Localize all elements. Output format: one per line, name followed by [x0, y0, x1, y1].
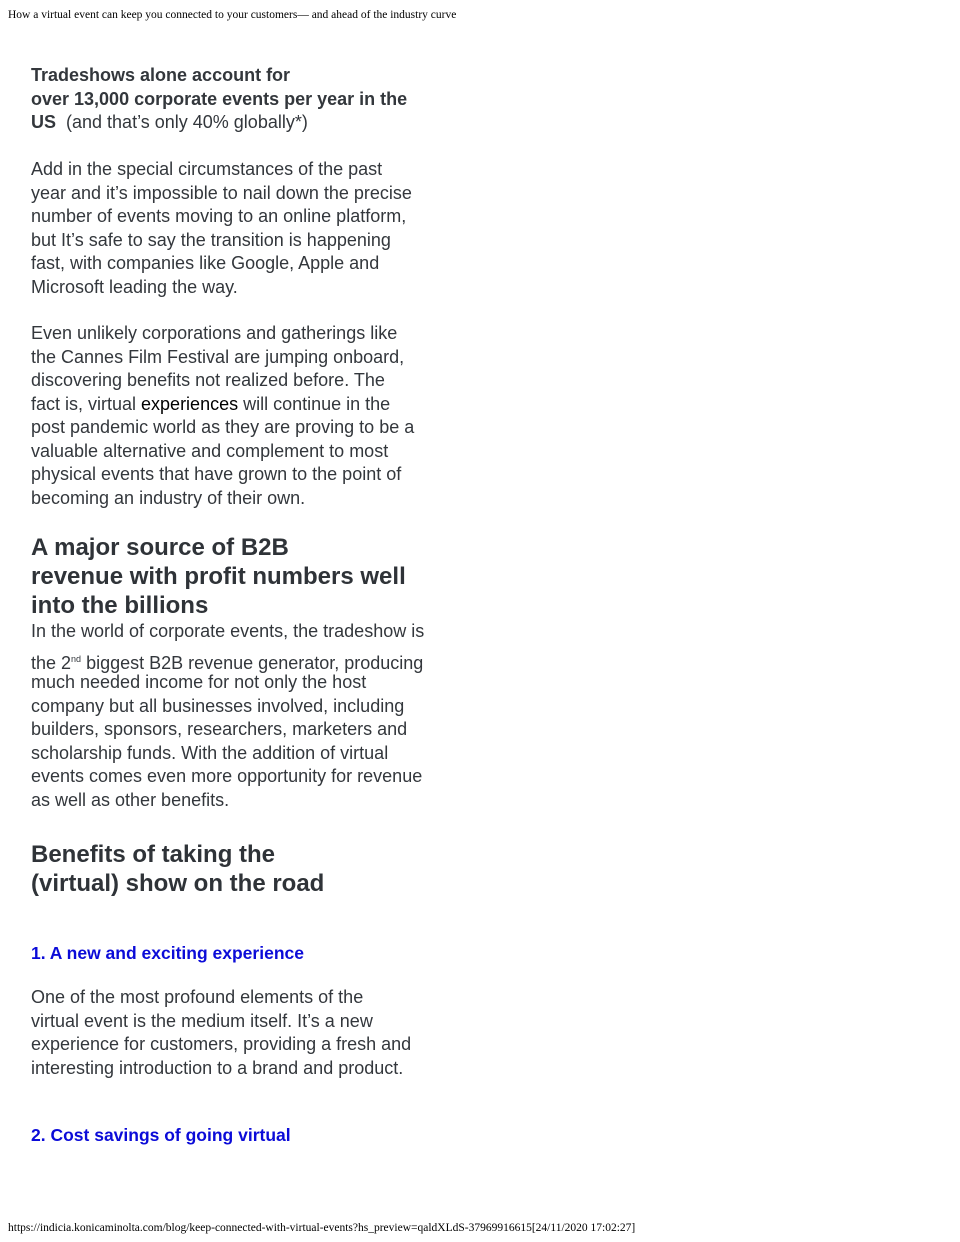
text-line: number of events moving to an online platform, [31, 206, 407, 226]
text-line: into the billions [31, 592, 209, 619]
text-line: (virtual) show on the road [31, 870, 325, 897]
lead-paragraph [31, 64, 407, 135]
lead-line: Tradeshows alone account for [31, 65, 291, 85]
paragraph-4 [31, 620, 424, 812]
text: biggest B2B revenue generator, producing [81, 652, 424, 673]
heading-benefits [31, 840, 324, 898]
text-line: Even unlikely corporations and gatherings like [31, 323, 398, 343]
heading-b2b-revenue [31, 533, 406, 620]
text-line: revenue with profit numbers well [31, 563, 406, 590]
text-line: interesting introduction to a brand and product. [31, 1057, 404, 1078]
text-line: One of the most profound elements of the [31, 987, 364, 1007]
benefit-1-link[interactable]: 1. A new and exciting experience [31, 943, 304, 963]
lead-line-bold: US [31, 112, 57, 132]
text-line: builders, sponsors, researchers, marketers and [31, 719, 408, 739]
text-line: events comes even more opportunity for revenue [31, 766, 423, 786]
text-line: the Cannes Film Festival are jumping onboard, [31, 346, 405, 367]
text: the 2 [31, 652, 72, 673]
text-line: experience for customers, providing a fresh and [31, 1034, 412, 1054]
paragraph-line: In the world of corporate events, the tradeshow is [31, 621, 425, 641]
text-line: year and it’s impossible to nail down the precise [31, 182, 412, 203]
lead-line: over 13,000 corporate events per year in the [31, 88, 408, 109]
text-line: company but all businesses involved, including [31, 695, 405, 716]
print-header: How a virtual event can keep you connected to your customers— and ahead of the industry curve [8, 9, 457, 21]
benefit-2-link[interactable]: 2. Cost savings of going virtual [31, 1125, 291, 1145]
text-line: post pandemic world as they are proving to be a [31, 417, 415, 437]
superscript: nd [71, 653, 82, 664]
paragraph-3 [31, 322, 414, 510]
text-line: much needed income for not only the host [31, 672, 367, 692]
text: will continue in the [238, 393, 391, 414]
text-line: valuable alternative and complement to most [31, 440, 389, 461]
text-experiences: experiences [141, 393, 239, 414]
lead-line-rest: (and that’s only 40% globally*) [56, 112, 308, 132]
text-line: Benefits of taking the [31, 841, 276, 868]
paragraph-2 [31, 158, 412, 299]
text-line: Add in the special circumstances of the past [31, 159, 383, 179]
text-line: discovering benefits not realized before. The [31, 370, 385, 390]
text-line: but It’s safe to say the transition is happening [31, 229, 391, 250]
paragraph-5 [31, 986, 411, 1080]
text: fact is, virtual [31, 393, 142, 414]
text-line: fast, with companies like Google, Apple and [31, 253, 380, 273]
text-line: scholarship funds. With the addition of virtual [31, 742, 389, 763]
text-line: as well as other benefits. [31, 789, 230, 810]
text-line: virtual event is the medium itself. It’s a new [31, 1010, 373, 1031]
text-line: Microsoft leading the way. [31, 276, 238, 297]
print-footer: https://indicia.konicaminolta.com/blog/keep-connected-with-virtual-events?hs_preview=qaldXLdS-37969916615[24/11/2020 17:02:27] [8, 1222, 636, 1234]
text-line: A major source of B2B [31, 534, 289, 561]
text-line: physical events that have grown to the point of [31, 464, 402, 484]
text-line: becoming an industry of their own. [31, 487, 306, 508]
